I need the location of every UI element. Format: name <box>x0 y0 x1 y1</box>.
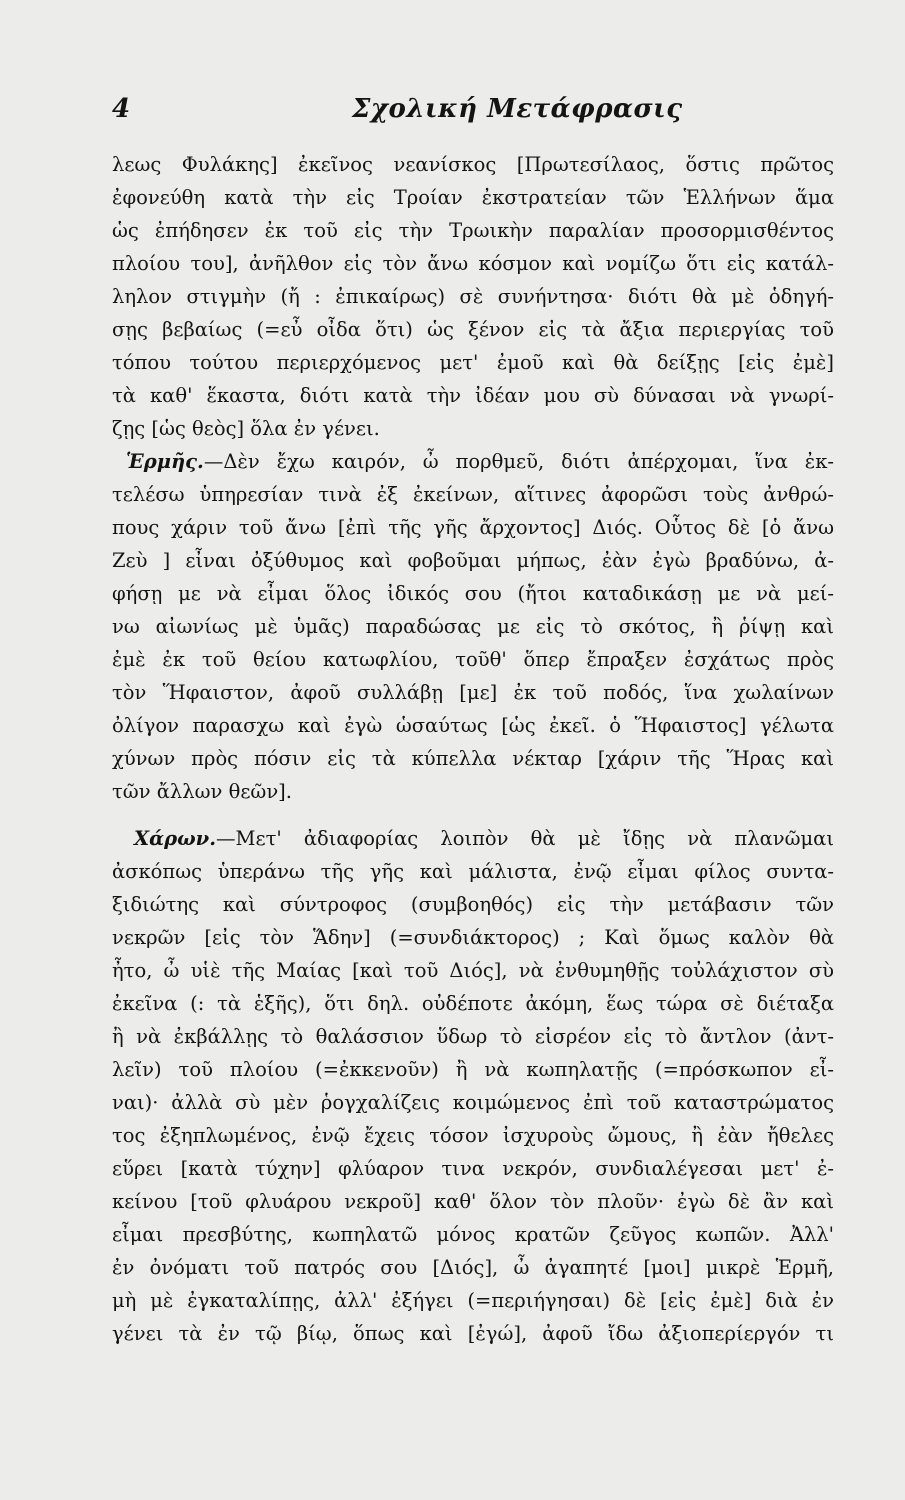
speaker-name: Ἑρμῆς. <box>126 450 204 473</box>
text-line: εὕρει [κατὰ τύχην] φλύαρον τινα νεκρόν, συνδιαλέγεσαι μετ' ἐ- <box>112 1157 834 1180</box>
text-line: —Μετ' ἀδιαφορίας λοιπὸν θὰ μὲ ἴδῃς νὰ πλανῶμαι <box>216 827 834 850</box>
text-line: πους χάριν τοῦ ἄνω [ἐπὶ τῆς γῆς ἄρχοντος] Διός. Οὗτος δὲ [ὁ ἄνω <box>112 516 834 539</box>
text-line: τος ἐξηπλωμένος, ἐνῷ ἔχεις τόσον ἰσχυροὺς ὤμους, ἢ ἐὰν ἤθελες <box>112 1124 834 1147</box>
paragraph-charon <box>112 822 834 1350</box>
text-line: ὀλίγον παρασχω καὶ ἐγὼ ὡσαύτως [ὡς ἐκεῖ. ὁ Ἥφαιστος] γέλωτα <box>112 714 834 737</box>
text-line: ἐκεῖνα (: τὰ ἑξῆς), ὅτι δηλ. οὐδέποτε ἀκόμη, ἕως τώρα σὲ διέταξα <box>112 992 834 1015</box>
speaker-line <box>112 822 834 855</box>
text-line: Ζεὺ ] εἶναι ὀξύθυμος καὶ φοβοῦμαι μήπως, ἐὰν ἐγὼ βραδύνω, ἀ- <box>112 549 834 572</box>
text-line: ἢ νὰ ἐκβάλλῃς τὸ θαλάσσιον ὕδωρ τὸ εἰσρέον εἰς τὸ ἄντλον (ἀντ- <box>112 1025 834 1048</box>
text-line: ναι)· ἀλλὰ σὺ μὲν ῥογχαλίζεις κοιμώμενος ἐπὶ τοῦ καταστρώματος <box>112 1091 834 1114</box>
body-text <box>112 148 834 1350</box>
text-line: κείνου [τοῦ φλυάρου νεκροῦ] καθ' ὅλον τὸν πλοῦν· ἐγὼ δὲ ἂν καὶ <box>112 1190 834 1213</box>
text-line: εἶμαι πρεσβύτης, κωπηλατῶ μόνος κρατῶν ζεῦγος κωπῶν. Ἀλλ' <box>112 1223 834 1246</box>
text-line: ὡς ἐπήδησεν ἐκ τοῦ εἰς τὴν Τρωικὴν παραλίαν προσορμισθέντος <box>112 219 834 242</box>
text-line: γένει τὰ ἐν τῷ βίῳ, ὅπως καὶ [ἐγώ], ἀφοῦ ἴδω ἀξιοπερίεργόν τι <box>112 1322 834 1345</box>
text-line: νεκρῶν [εἰς τὸν Ἅδην] (=συνδιάκτορος) ; Καὶ ὅμως καλὸν θὰ <box>112 926 834 949</box>
text-line: φήσῃ με νὰ εἶμαι ὅλος ἰδικός σου (ἤτοι καταδικάσῃ με νὰ μεί- <box>112 582 834 605</box>
speaker-name: Χάρων. <box>134 827 216 850</box>
text-line: ἐν ὀνόματι τοῦ πατρός σου [Διός], ὦ ἀγαπητέ [μοι] μικρὲ Ἑρμῆ, <box>112 1256 834 1279</box>
text-line: ἐφονεύθη κατὰ τὴν εἰς Τροίαν ἐκστρατείαν τῶν Ἑλλήνων ἅμα <box>112 186 834 209</box>
text-line: τελέσω ὑπηρεσίαν τινὰ ἐξ ἐκείνων, αἵτινες ἀφορῶσι τοὺς ἀνθρώ- <box>112 483 834 506</box>
text-line: σῃς βεβαίως (=εὖ οἶδα ὅτι) ὡς ξένον εἰς τὰ ἄξια περιεργίας τοῦ <box>112 318 834 341</box>
text-line: —Δὲν ἔχω καιρόν, ὦ πορθμεῦ, διότι ἀπέρχομαι, ἵνα ἐκ- <box>203 450 834 473</box>
text-line: ἦτο, ὦ υἱὲ τῆς Μαίας [καὶ τοῦ Διός], νὰ ἐνθυμηθῇς τοὐλάχιστον σὺ <box>112 959 834 982</box>
text-line: νω αἰωνίως μὲ ὑμᾶς) παραδώσας με εἰς τὸ σκότος, ἢ ῥίψῃ καὶ <box>112 615 834 638</box>
text-line: τὸν Ἥφαιστον, ἀφοῦ συλλάβῃ [με] ἐκ τοῦ ποδός, ἵνα χωλαίνων <box>112 681 834 704</box>
text-line: λεῖν) τοῦ πλοίου (=ἐκκενοῦν) ἢ νὰ κωπηλατῇς (=πρόσκωπον εἶ- <box>112 1058 834 1081</box>
text-line: ζῃς [ὡς θεὸς] ὅλα ἐν γένει. <box>112 417 380 440</box>
running-title: Σχολική Μετάφρασις <box>352 94 683 124</box>
text-line: ἀσκόπως ὑπεράνω τῆς γῆς καὶ μάλιστα, ἐνῷ εἶμαι φίλος συντα- <box>112 860 834 883</box>
text-line: τῶν ἄλλων θεῶν]. <box>112 780 292 803</box>
text-line: πλοίου του], ἀνῆλθον εἰς τὸν ἄνω κόσμον καὶ νομίζω ὅτι εἰς κατάλ- <box>112 252 834 275</box>
text-line: τόπου τούτου περιερχόμενος μετ' ἐμοῦ καὶ θὰ δείξῃς [εἰς ἐμὲ] <box>112 351 834 374</box>
paragraph-hermes <box>112 445 834 808</box>
text-line: ξιδιώτης καὶ σύντροφος (συμβοηθός) εἰς τὴν μετάβασιν τῶν <box>112 893 834 916</box>
text-line: μὴ μὲ ἐγκαταλίπῃς, ἀλλ' ἐξήγει (=περιήγησαι) δὲ [εἰς ἐμὲ] διὰ ἐν <box>112 1289 834 1312</box>
paragraph-protesilaos <box>112 148 834 445</box>
speaker-line <box>112 445 834 478</box>
text-line: χύνων πρὸς πόσιν εἰς τὰ κύπελλα νέκταρ [χάριν τῆς Ἥρας καὶ <box>112 747 834 770</box>
text-line: τὰ καθ' ἕκαστα, διότι κατὰ τὴν ἰδέαν μου σὺ δύνασαι νὰ γνωρί- <box>112 384 834 407</box>
page-header <box>112 94 832 134</box>
text-line: ἐμὲ ἐκ τοῦ θείου κατωφλίου, τοῦθ' ὅπερ ἔπραξεν ἐσχάτως πρὸς <box>112 648 834 671</box>
text-line: ληλον στιγμὴν (ἤ : ἐπικαίρως) σὲ συνήντησα· διότι θὰ μὲ ὁδηγή- <box>112 285 834 308</box>
page-number: 4 <box>112 94 131 124</box>
text-line: λεως Φυλάκης] ἐκεῖνος νεανίσκος [Πρωτεσίλαος, ὅστις πρῶτος <box>112 153 834 176</box>
